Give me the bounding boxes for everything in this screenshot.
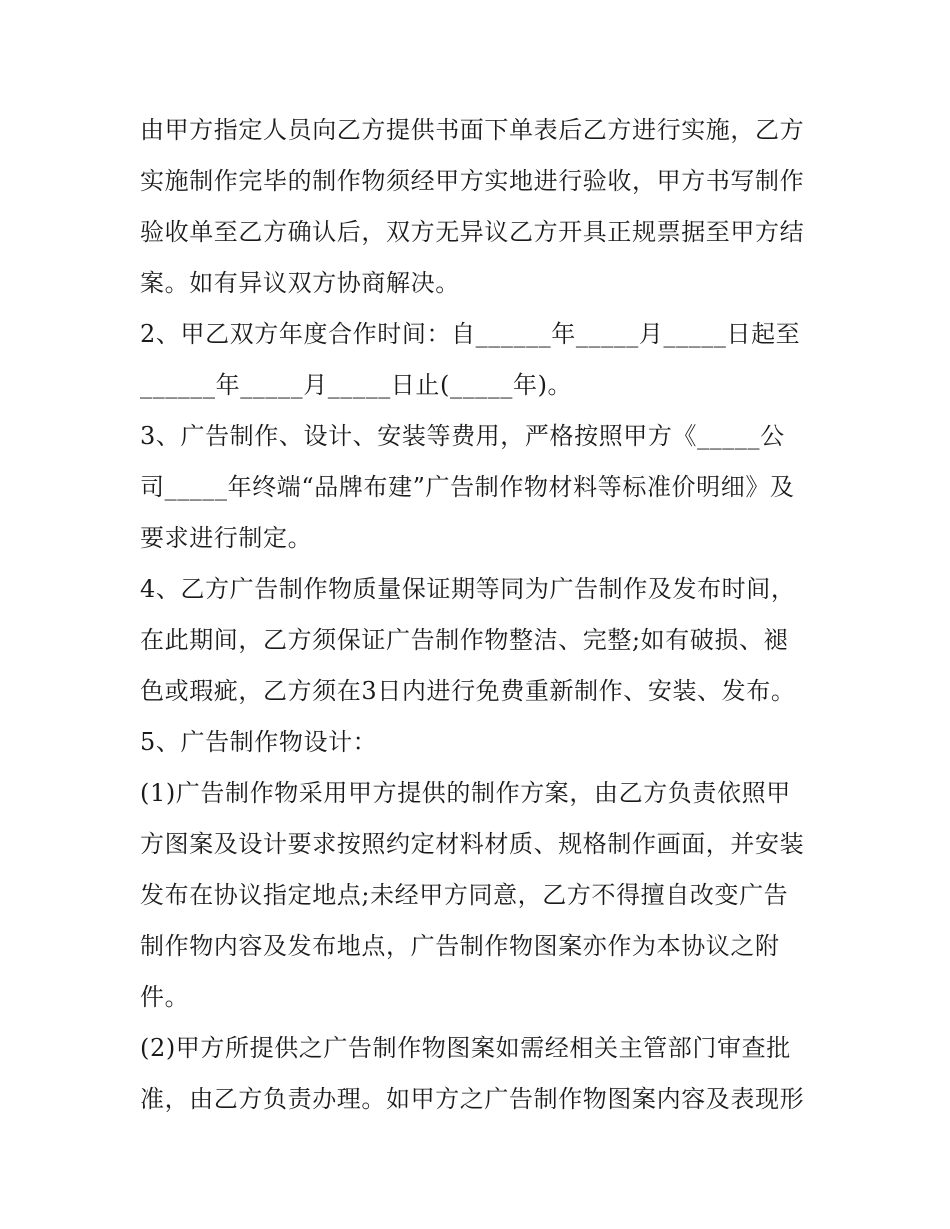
text-line: 方图案及设计要求按照约定材料材质、规格制作画面，并安装 bbox=[140, 830, 805, 858]
text-line: ______年_____月_____日止(_____年)。 bbox=[140, 371, 573, 399]
text-line: 在此期间，乙方须保证广告制作物整洁、完整;如有破损、褪 bbox=[140, 626, 789, 654]
text-line: (1)广告制作物采用甲方提供的制作方案，由乙方负责依照甲 bbox=[140, 779, 791, 807]
text-line: 3、广告制作、设计、安装等费用，严格按照甲方《_____公 bbox=[140, 422, 785, 450]
text-line: 件。 bbox=[140, 983, 190, 1011]
text-line: 发布在协议指定地点;未经甲方同意，乙方不得擅自改变广告 bbox=[140, 881, 789, 909]
text-line: 实施制作完毕的制作物须经甲方实地进行验收，甲方书写制作 bbox=[140, 167, 805, 195]
text-line: 准，由乙方负责办理。如甲方之广告制作物图案内容及表现形 bbox=[140, 1085, 805, 1113]
text-line: 色或瑕疵，乙方须在3日内进行免费重新制作、安装、发布。 bbox=[140, 677, 796, 705]
text-line: 5、广告制作物设计： bbox=[140, 728, 378, 756]
text-line: 2、甲乙双方年度合作时间：自______年_____月_____日起至 bbox=[140, 320, 801, 348]
text-line: 验收单至乙方确认后，双方无异议乙方开具正规票据至甲方结 bbox=[140, 218, 805, 246]
text-line: 由甲方指定人员向乙方提供书面下单表后乙方进行实施，乙方 bbox=[140, 116, 805, 144]
text-line: (2)甲方所提供之广告制作物图案如需经相关主管部门审查批 bbox=[140, 1034, 791, 1062]
text-line: 制作物内容及发布地点，广告制作物图案亦作为本协议之附 bbox=[140, 932, 780, 960]
text-line: 司_____年终端“品牌布建”广告制作物材料等标准价明细》及 bbox=[140, 473, 795, 501]
text-line: 要求进行制定。 bbox=[140, 524, 313, 552]
text-line: 4、乙方广告制作物质量保证期等同为广告制作及发布时间， bbox=[140, 575, 796, 603]
text-line: 案。如有异议双方协商解决。 bbox=[140, 269, 460, 297]
